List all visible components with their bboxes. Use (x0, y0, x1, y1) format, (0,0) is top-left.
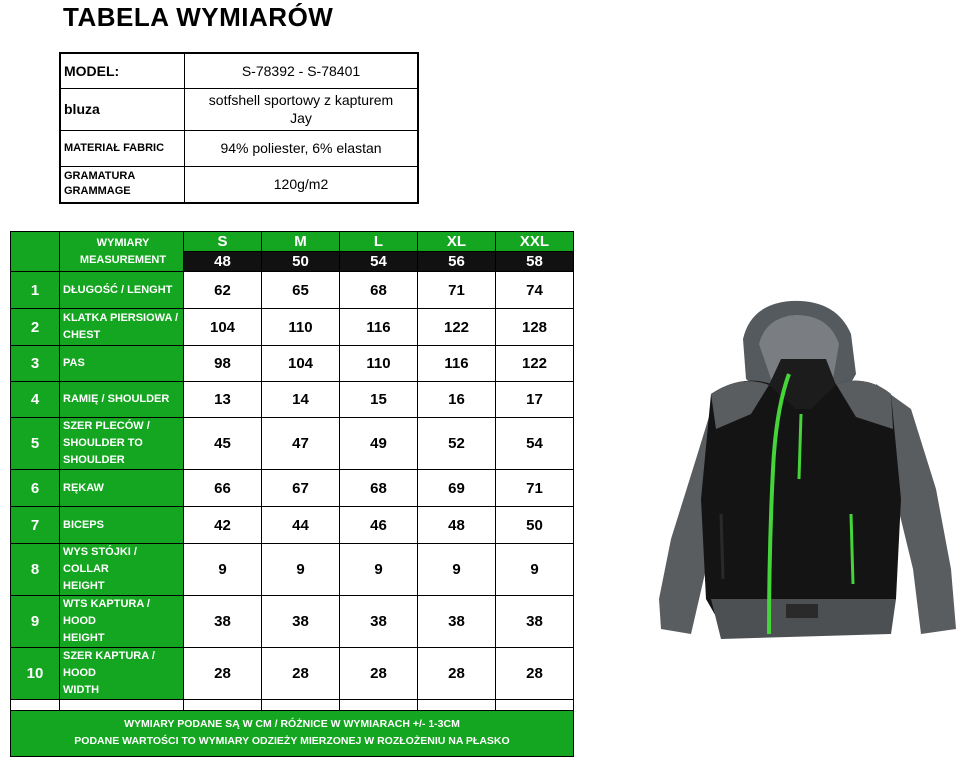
table-row (11, 346, 574, 382)
jacket-pocket-zip (851, 514, 853, 584)
measurement-value: 15 (340, 382, 418, 418)
measurement-value: 28 (340, 648, 418, 700)
info-row-material (60, 130, 418, 166)
measurement-label-line1: BICEPS (63, 518, 104, 531)
model-value: S-78392 - S-78401 (185, 53, 419, 88)
measurement-label-line1: RĘKAW (63, 481, 104, 494)
measurement-value: 28 (418, 648, 496, 700)
row-number: 3 (11, 346, 60, 382)
grammage-value: 120g/m2 (185, 166, 419, 203)
info-row-product (60, 88, 418, 130)
material-value: 94% poliester, 6% elastan (185, 130, 419, 166)
row-number: 1 (11, 272, 60, 309)
row-number: 8 (11, 544, 60, 596)
table-row (11, 544, 574, 596)
size-label: M (262, 232, 340, 252)
measurement-label (60, 648, 184, 700)
measurement-label (60, 346, 184, 382)
table-row (11, 507, 574, 544)
jacket-logo-patch (786, 604, 818, 618)
measurement-header-line1: WYMIARY (96, 236, 150, 249)
measurement-value: 38 (418, 596, 496, 648)
measurement-label-line1: WTS KAPTURA / HOOD (63, 598, 150, 627)
table-row (11, 418, 574, 470)
measurement-value: 38 (340, 596, 418, 648)
model-label: MODEL: (60, 53, 185, 88)
measurement-label-line2: WIDTH (63, 684, 100, 696)
measurement-label-line2: CHEST (63, 329, 101, 341)
table-row (11, 309, 574, 346)
table-row (11, 382, 574, 418)
measurement-value: 122 (418, 309, 496, 346)
measurement-value: 65 (262, 272, 340, 309)
product-info-table (59, 52, 419, 204)
measurement-value: 116 (340, 309, 418, 346)
row-number: 6 (11, 470, 60, 507)
measurement-value: 104 (184, 309, 262, 346)
measurement-label-line1: WYS STÓJKI / COLLAR (63, 546, 137, 575)
measurement-value: 48 (418, 507, 496, 544)
measurement-value: 66 (184, 470, 262, 507)
measurement-value: 54 (496, 418, 574, 470)
measurement-value: 14 (262, 382, 340, 418)
footer-line1: WYMIARY PODANE SĄ W CM / RÓŻNICE W WYMIARACH +/- 1-3CM (124, 718, 460, 730)
measurement-value: 38 (262, 596, 340, 648)
footer-line2: PODANE WARTOŚCI TO WYMIARY ODZIEŻY MIERZONEJ W ROZŁOŻENIU NA PŁASKO (74, 735, 510, 747)
measurement-value: 68 (340, 272, 418, 309)
measurement-value: 116 (418, 346, 496, 382)
product-value-line1: sotfshell sportowy z kapturem (208, 92, 394, 108)
measurement-label (60, 507, 184, 544)
eu-size: 48 (184, 252, 262, 272)
measurement-label-line3: SHOULDER (63, 454, 125, 466)
measurement-value: 104 (262, 346, 340, 382)
measurement-value: 28 (496, 648, 574, 700)
table-row (11, 470, 574, 507)
measurement-label (60, 382, 184, 418)
measurement-value: 71 (418, 272, 496, 309)
measurement-value: 9 (340, 544, 418, 596)
material-label: MATERIAŁ FABRIC (60, 130, 185, 166)
jacket-chest-zip (799, 414, 801, 479)
measurement-value: 68 (340, 470, 418, 507)
measurement-value: 62 (184, 272, 262, 309)
corner-cell (11, 232, 60, 272)
measurement-value: 71 (496, 470, 574, 507)
row-number: 7 (11, 507, 60, 544)
measurement-value: 45 (184, 418, 262, 470)
measurement-value: 49 (340, 418, 418, 470)
measurement-header-line2: MEASUREMENT (79, 253, 167, 266)
measurement-value: 38 (184, 596, 262, 648)
size-header-row (11, 232, 574, 252)
measurement-header (60, 232, 184, 272)
size-label: XL (418, 232, 496, 252)
measurement-value: 122 (496, 346, 574, 382)
row-number: 10 (11, 648, 60, 700)
size-label: L (340, 232, 418, 252)
table-row (11, 648, 574, 700)
info-row-model (60, 53, 418, 88)
measurement-label (60, 309, 184, 346)
measurement-value: 28 (262, 648, 340, 700)
row-number: 9 (11, 596, 60, 648)
measurement-label-line2: HEIGHT (63, 580, 105, 592)
size-chart-table (10, 231, 574, 721)
product-value-line2: Jay (290, 110, 312, 126)
measurement-value: 69 (418, 470, 496, 507)
measurement-value: 47 (262, 418, 340, 470)
measurement-label (60, 596, 184, 648)
measurement-label (60, 544, 184, 596)
measurement-value: 9 (184, 544, 262, 596)
measurement-value: 110 (262, 309, 340, 346)
measurement-value: 16 (418, 382, 496, 418)
measurement-value: 98 (184, 346, 262, 382)
measurement-label (60, 272, 184, 309)
measurement-label-line1: RAMIĘ / SHOULDER (63, 393, 170, 405)
measurement-value: 50 (496, 507, 574, 544)
measurement-value: 28 (184, 648, 262, 700)
measurement-value: 52 (418, 418, 496, 470)
measurement-label-line1: PAS (63, 357, 85, 369)
measurement-value: 9 (496, 544, 574, 596)
eu-size: 58 (496, 252, 574, 272)
measurement-value: 74 (496, 272, 574, 309)
row-number: 2 (11, 309, 60, 346)
measurement-value: 17 (496, 382, 574, 418)
size-label: XXL (496, 232, 574, 252)
jacket-pocket-zip-left (721, 514, 723, 579)
grammage-label-line1: GRAMATURA (64, 170, 136, 183)
eu-size: 50 (262, 252, 340, 272)
grammage-label (60, 166, 185, 203)
measurement-label-line1: KLATKA PIERSIOWA / (63, 312, 179, 324)
product-label: bluza (60, 88, 185, 130)
size-label: S (184, 232, 262, 252)
row-number: 5 (11, 418, 60, 470)
footer-note (10, 710, 574, 757)
product-value (185, 88, 419, 130)
measurement-label-line1: SZER PLECÓW / (63, 420, 150, 432)
measurement-value: 42 (184, 507, 262, 544)
measurement-value: 67 (262, 470, 340, 507)
eu-size: 56 (418, 252, 496, 272)
measurement-label-line2: SHOULDER TO (63, 437, 143, 449)
measurement-value: 110 (340, 346, 418, 382)
measurement-value: 9 (418, 544, 496, 596)
jacket-image (651, 299, 961, 659)
measurement-value: 128 (496, 309, 574, 346)
table-row (11, 272, 574, 309)
eu-size: 54 (340, 252, 418, 272)
measurement-label (60, 418, 184, 470)
info-row-grammage (60, 166, 418, 203)
measurement-value: 13 (184, 382, 262, 418)
measurement-value: 38 (496, 596, 574, 648)
measurement-value: 9 (262, 544, 340, 596)
table-row (11, 596, 574, 648)
row-number: 4 (11, 382, 60, 418)
page-title: TABELA WYMIARÓW (63, 2, 334, 32)
measurement-value: 46 (340, 507, 418, 544)
measurement-label-line1: SZER KAPTURA / HOOD (63, 650, 155, 679)
measurement-value: 44 (262, 507, 340, 544)
measurement-label-line1: DŁUGOŚĆ / LENGHT (63, 283, 173, 296)
measurement-label-line2: HEIGHT (63, 632, 105, 644)
grammage-label-line2: GRAMMAGE (64, 185, 131, 198)
measurement-label (60, 470, 184, 507)
